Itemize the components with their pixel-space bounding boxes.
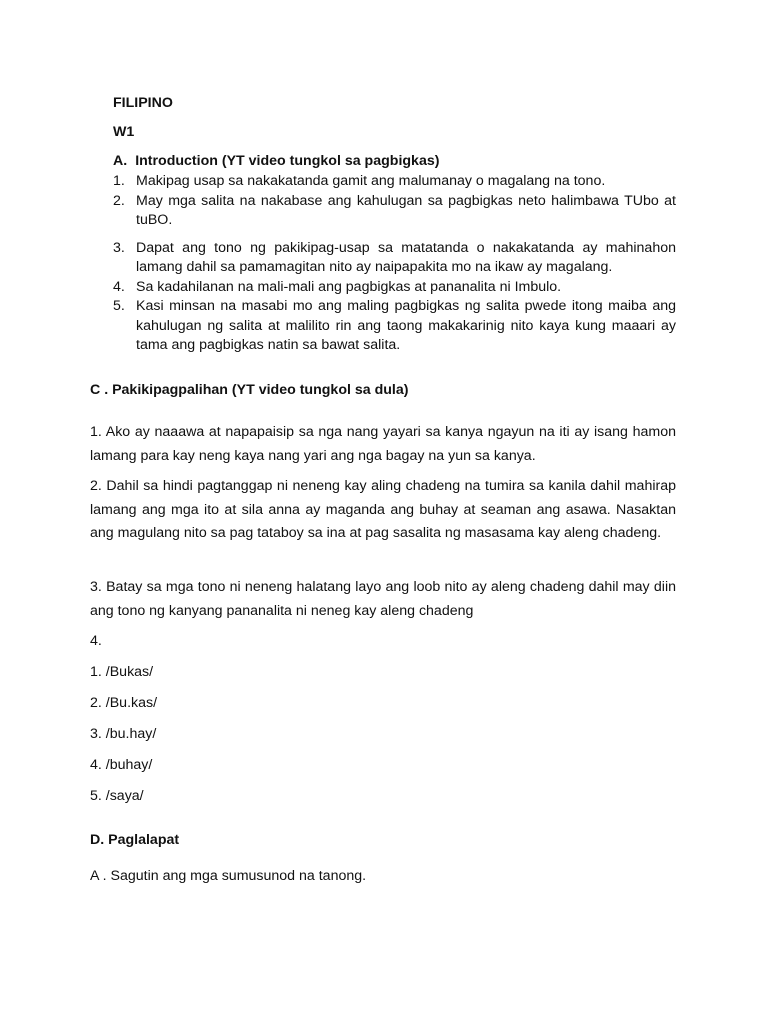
list-item-number: 3. [113, 239, 125, 256]
section-d-instruction: A . Sagutin ang mga sumusunod na tanong. [90, 868, 367, 884]
pronunciation-item: 5. /saya/ [90, 788, 144, 804]
list-item-number: 5. [113, 298, 125, 314]
pronunciation-item: 4. /buhay/ [90, 757, 153, 773]
list-item [113, 297, 676, 356]
list-item-number: 1. [113, 173, 125, 189]
list-item [113, 278, 676, 298]
section-a-letter: A. [113, 153, 128, 169]
section-c-heading: C . Pakikipagpalihan (YT video tungkol sa dula) [90, 382, 409, 398]
list-item-number: 4. [113, 278, 125, 295]
list-item [113, 192, 676, 231]
section-a-title: Introduction (YT video tungkol sa pagbigkas) [135, 153, 440, 169]
section-a-list [113, 172, 676, 356]
pronunciation-item: 3. /bu.hay/ [90, 726, 157, 742]
answer-paragraph-1: 1. Ako ay naaawa at napapaisip sa nga nang yayari sa kanya ngayun na iti ay isang hamon lamang para kay neng kaya nang yari ang nga bagay na yun sa kanya. [90, 424, 676, 464]
section-a-heading [113, 153, 439, 169]
list-item-text: Makipag usap sa nakakatanda gamit ang malumanay o magalang na tono. [136, 173, 606, 189]
answer-paragraph-3: 3. Batay sa mga tono ni neneng halatang layo ang loob nito ay aleng chadeng dahil may diin ang tono ng kanyang pananalita ni neneg kay aleng chadeng [90, 579, 676, 619]
document-title: FILIPINO [113, 95, 173, 111]
week-label: W1 [113, 124, 135, 140]
list-item [113, 239, 676, 278]
answer-4-label: 4. [90, 633, 102, 649]
section-d-heading: D. Paglalapat [90, 832, 180, 848]
list-item [113, 172, 676, 192]
pronunciation-item: 2. /Bu.kas/ [90, 695, 158, 711]
list-item-text: Sa kadahilanan na mali-mali ang pagbigkas at pananalita ni Imbulo. [136, 278, 562, 295]
answer-paragraph-2: 2. Dahil sa hindi pagtanggap ni neneng kay aling chadeng na tumira sa kanila dahil mahirap lamang ang mga ito at sila anna ay maganda ang buhay at seaman ang asawa. Nasaktan ang magulang nito sa pag tataboy sa ina at pag sasalita ng masasama kay aleng chadeng. [90, 478, 676, 542]
list-item-text: Dapat ang tono ng pakikipag-usap sa matatanda o nakakatanda ay mahinahon lamang dahil sa pamamagitan nito ay naipapakita mo na ikaw ay magalang. [136, 239, 676, 275]
list-item-text: Kasi minsan na masabi mo ang maling pagbigkas ng salita pwede itong maiba ang kahulugan ng salita at malilito rin ang taong makakarinig nito kaya kung maaari ay tama ang pagbigkas natin sa bawat salita. [136, 298, 676, 353]
list-item-number: 2. [113, 192, 125, 209]
list-item-text: May mga salita na nakabase ang kahulugan sa pagbigkas neto halimbawa TUbo at tuBO. [136, 192, 676, 228]
pronunciation-item: 1. /Bukas/ [90, 664, 154, 680]
